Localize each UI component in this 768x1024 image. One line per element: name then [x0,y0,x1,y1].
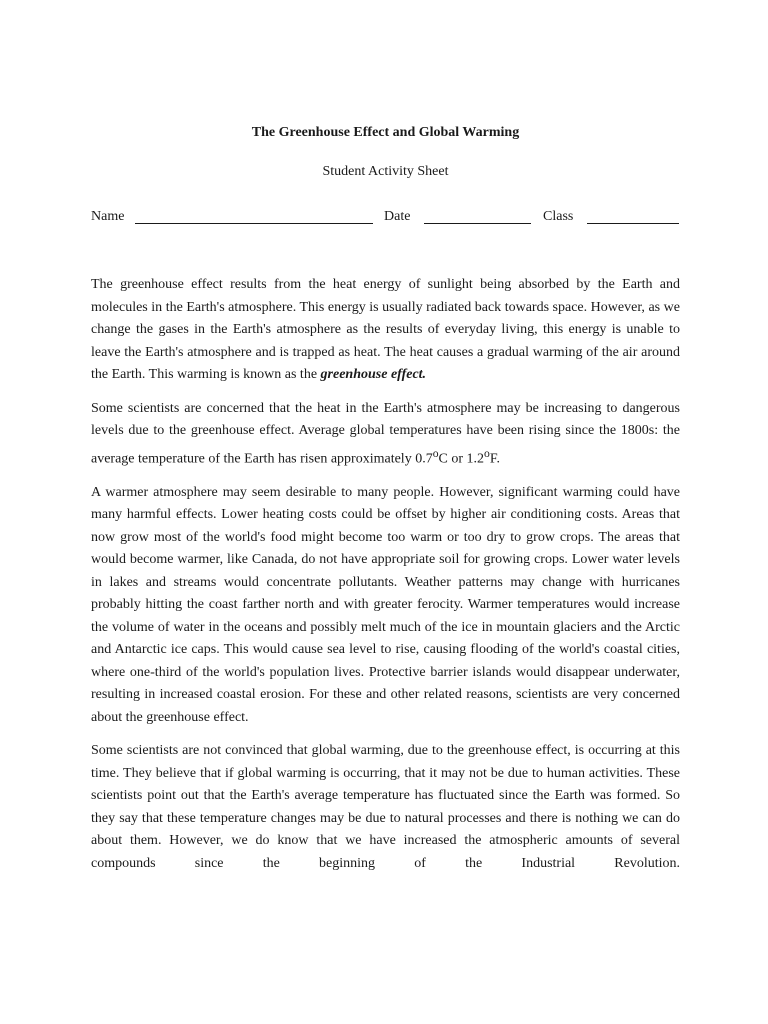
date-label: Date [384,209,411,224]
degree-mark-celsius: o [432,446,439,460]
student-info-fields [91,208,680,230]
paragraph-1-text: The greenhouse effect results from the heat energy of sunlight being absorbed by the Earth and molecules in the Earth's atmosphere. This energy is usually radiated back towards space. However, as we change the gases in the Earth's atmosphere as the results of everyday living, this energy is unable to leave the Earth's atmosphere and is trapped as heat. The heat causes a gradual warming of the air around the Earth. This warming is known as the [91,277,680,382]
page-subtitle: Student Activity Sheet [322,164,449,179]
page-title: The Greenhouse Effect and Global Warming [251,125,520,140]
paragraph-2 [91,398,680,471]
name-label: Name [91,209,125,224]
paragraph-2-text: Some scientists are concerned that the heat in the Earth's atmosphere may be increasing to dangerous levels due to the greenhouse effect. Average global temperatures have been rising since the 1800s: the average temperature of the Earth has risen approximately 0.7 [91,400,680,467]
class-field[interactable] [587,223,679,224]
paragraph-2-end: F. [489,451,501,467]
paragraph-4: Some scientists are not convinced that global warming, due to the greenhouse effect, is occurring at this time. They believe that if global warming is occurring, that it may not be due to human activities. These scientists point out that the Earth's average temperature has fluctuated since the Earth was formed. So they say that these temperature changes may be due to natural processes and there is nothing we can do about them. However, we do know that we have increased the atmospheric amounts of several compounds since the beginning of the Industrial Revolution. [91,743,680,871]
date-field[interactable] [424,223,531,224]
class-label: Class [543,209,574,224]
paragraph-1 [91,274,680,387]
paragraph-2-mid: C or 1.2 [438,451,485,467]
name-field[interactable] [135,223,373,224]
paragraph-3: A warmer atmosphere may seem desirable to many people. However, significant warming could have many harmful effects. Lower heating costs could be offset by higher air conditioning costs. Areas that now grow most of the world's food might become too warm or too dry to grow crops. The areas that would become warmer, like Canada, do not have appropriate soil for growing crops. Lower water levels in lakes and streams would concentrate pollutants. Weather patterns may change with hurricanes probably hitting the coast farther north and with greater ferocity. Warmer temperatures would increase the volume of water in the oceans and possibly melt much of the ice in mountain glaciers and the Arctic and Antarctic ice caps. This would cause sea level to rise, causing flooding of the world's coastal cities, where one-third of the world's population lives. Protective barrier islands would disappear underwater, resulting in increased coastal erosion. For these and other related reasons, scientists are very concerned about the greenhouse effect. [91,484,680,725]
degree-mark-fahrenheit: o [484,446,490,460]
greenhouse-effect-term: greenhouse effect. [320,367,427,382]
body-text [91,274,680,886]
